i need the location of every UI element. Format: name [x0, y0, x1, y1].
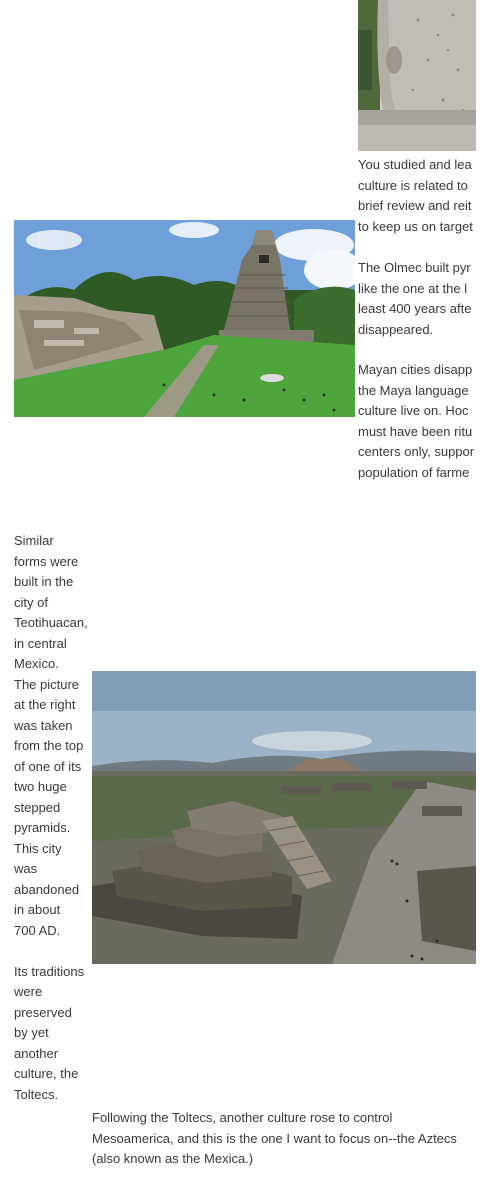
- text-line: in central: [14, 635, 67, 651]
- text-line: in about: [14, 902, 61, 917]
- text-line: You studied and lea: [358, 157, 472, 172]
- text-line: abandoned: [14, 881, 80, 897]
- text-line: This city: [14, 840, 62, 856]
- text-line: to keep us on target: [358, 218, 473, 234]
- text-line: The picture: [14, 676, 80, 692]
- text-line: stepped: [14, 799, 61, 815]
- text-line: disappeared.: [358, 321, 434, 337]
- text-line: Toltecs.: [14, 1086, 59, 1102]
- text-line: by yet: [14, 1025, 49, 1040]
- text-line: must have been ritu: [358, 423, 473, 439]
- teotihuacan-text: [14, 531, 92, 1105]
- text-line: preserved: [14, 1004, 72, 1020]
- text-line: was taken: [14, 717, 73, 733]
- text-line: culture live on. Hoc: [358, 403, 469, 418]
- text-line: brief review and reit: [358, 198, 472, 213]
- text-line: were: [14, 984, 43, 999]
- text-line: Teotihuacan,: [14, 615, 88, 630]
- text-line: Mexico.: [14, 656, 59, 671]
- text-line: The Olmec built pyr: [358, 260, 471, 275]
- text-line: Mayan cities disapp: [358, 362, 473, 377]
- maya-paragraph: [358, 360, 478, 483]
- text-line: another: [14, 1045, 59, 1061]
- text-line: culture, the: [14, 1066, 79, 1081]
- olmec-head-image: [358, 0, 476, 151]
- text-line: population of farme: [358, 464, 470, 480]
- text-line: centers only, suppor: [358, 444, 475, 459]
- teotihuacan-paragraph: [14, 531, 92, 941]
- text-line: Its traditions: [14, 963, 85, 979]
- text-line: like the one at the l: [358, 280, 468, 296]
- text-line: Following the Toltecs, another culture rose to control: [92, 1110, 393, 1125]
- intro-paragraph: [358, 155, 478, 237]
- text-line: least 400 years afte: [358, 301, 472, 316]
- text-line: built in the: [14, 574, 74, 589]
- toltec-paragraph: [14, 962, 92, 1106]
- aztec-paragraph: [92, 1108, 492, 1170]
- text-line: the Maya language: [358, 382, 469, 398]
- text-line: was: [14, 861, 38, 876]
- text-line: from the top: [14, 738, 84, 753]
- text-line: of one of its: [14, 758, 82, 774]
- text-line: 700 AD.: [14, 922, 61, 938]
- text-line: at the right: [14, 697, 76, 712]
- text-line: two huge: [14, 779, 67, 794]
- olmec-paragraph: [358, 258, 478, 340]
- text-line: pyramids.: [14, 820, 71, 835]
- tikal-temple-image: [14, 220, 355, 417]
- text-line: forms were: [14, 553, 79, 569]
- text-line: city of: [14, 594, 48, 610]
- teotihuacan-image: [92, 671, 476, 964]
- text-line: (also known as the Mexica.): [92, 1151, 254, 1166]
- text-line: Mesoamerica, and this is the one I want to focus on--the Aztecs: [92, 1130, 457, 1146]
- text-line: culture is related to: [358, 177, 468, 193]
- text-line: Similar: [14, 533, 54, 548]
